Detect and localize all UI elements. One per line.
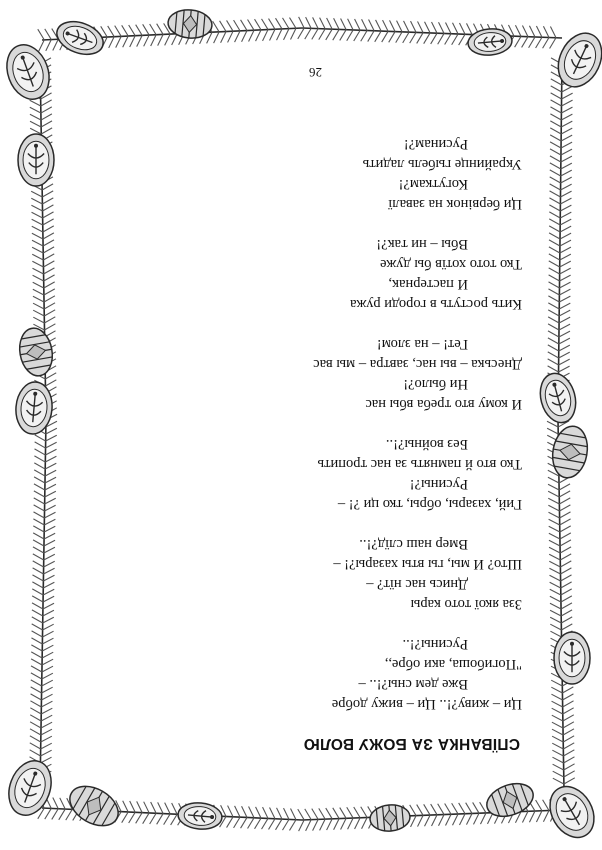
poem-line: Когуткам?!	[398, 176, 468, 192]
poem-line: Ци – живу?!.. Ци – вижу добре	[331, 696, 522, 712]
stanza-4	[82, 334, 522, 414]
poem	[82, 134, 522, 714]
poem-line: Вбы – ни так?!	[376, 236, 468, 252]
stanza-5	[82, 234, 522, 314]
pysanka-egg-icon	[535, 369, 581, 426]
poem-line: Кить ростуть в городи ружа	[350, 296, 522, 312]
poem-line: Вже дем сны?!.. –	[358, 676, 468, 692]
poem-line: Гет! – на злом!	[376, 336, 468, 352]
pysanka-egg-icon	[541, 779, 602, 846]
poem-line: И кому вто треба вбы нас	[365, 396, 522, 412]
poem-line: Ци бервінок на завалї	[388, 196, 522, 212]
poem-line: Тко вто й памнять за нас тропить	[317, 456, 522, 472]
stanza-6	[82, 134, 522, 214]
poem-line: Днеська – вы нас, завтра – мы вас	[313, 356, 522, 372]
poem-line: Зза якої тото кары	[410, 596, 522, 612]
stanza-2	[82, 534, 522, 614]
pysanka-egg-striped-icon	[482, 778, 537, 823]
stanza-3	[82, 434, 522, 514]
poem-line: Днись нас нїт? –	[366, 576, 468, 592]
pysanka-egg-striped-icon	[167, 8, 213, 40]
pysanka-egg-striped-icon	[63, 778, 125, 833]
poem-line: Ни было?!	[403, 376, 468, 392]
poem-line: Што? И мы, гы вты хазары?! –	[333, 556, 522, 572]
pine-branch-left-lower	[547, 58, 573, 420]
page-number: 26	[309, 65, 322, 80]
poem-line: Гий, хазары, обры, тко ци ?! –	[337, 496, 522, 512]
poem-title: СПЇВАНКА ЗА БОЖУ ВОЛЮ	[303, 735, 520, 752]
poem-line: Украйинце гыбель ладить	[362, 156, 522, 172]
text-area	[82, 52, 522, 752]
pysanka-egg-icon	[550, 26, 602, 94]
poem-line: Русинам?!	[403, 136, 468, 152]
poem-line: Русины?!..	[402, 636, 468, 652]
poem-line: И пастернак,	[388, 276, 468, 292]
poem-line: Тко тото хотїв бы дуже	[380, 256, 522, 272]
poem-line: Русины?!	[409, 476, 468, 492]
stanza-1	[82, 634, 522, 714]
pine-branch-bottom-left	[298, 17, 562, 49]
poem-line: Без войны?!..	[385, 436, 468, 452]
pine-branch-right-upper	[29, 414, 57, 790]
pysanka-egg-icon	[18, 134, 54, 186]
poem-line: Вмер наш слїд?!..	[359, 536, 468, 552]
pysanka-egg-icon	[14, 381, 54, 436]
pysanka-egg-icon	[554, 632, 590, 684]
poem-line: "Погибоша, аки обре,,	[384, 656, 522, 672]
pysanka-egg-icon	[177, 801, 223, 831]
